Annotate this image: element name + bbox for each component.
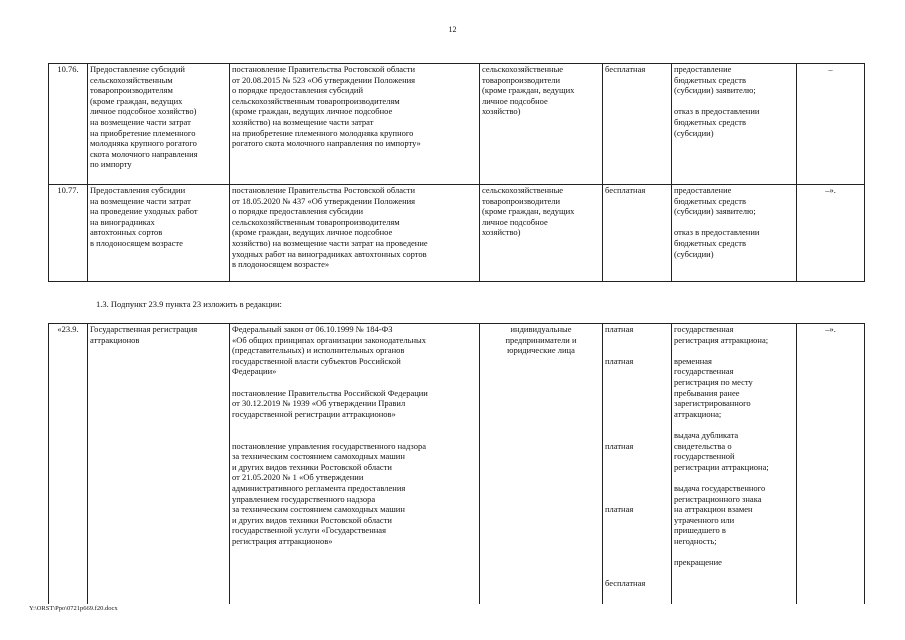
table-row — [49, 324, 865, 605]
service-name: Государственная регистрация аттракционов — [88, 324, 230, 605]
legal-act: постановление Правительства Ростовской области от 18.05.2020 № 437 «Об утверждении Положения о порядке предоставления субсидии сельскохозяйственным товаропроизводителям (кроме граждан, ведущих личное подсобное хозяйство) на возмещение части затрат на проведение уходных работ на виноградниках автохтонных сортов в плодоносящем возрасте» — [230, 185, 480, 282]
subsidy-table — [48, 63, 865, 282]
note: –». — [797, 324, 865, 605]
legal-act: Федеральный закон от 06.10.1999 № 184-ФЗ «Об общих принципах организации законодательных (представительных) и исполнительных органов государственной власти субъектов Российской Федерации» постановление Правительства Российской Федерации от 30.12.2019 № 1939 «Об утверждении Правил государственной регистрации аттракционов» постановление управления государственного надзора за техническим состоянием самоходных машин и других видов техники Ростовской области от 21.05.2020 № 1 «Об утверждении административного регламента предоставления управлением государственного надзора за техническим состоянием самоходных машин и других видов техники Ростовской области государственной услуги «Государственная регистрация аттракционов» — [230, 324, 480, 605]
recipients: индивидуальные предприниматели и юридические лица — [480, 324, 603, 605]
fee-type: платная платная платная платная бесплатная — [603, 324, 672, 605]
table-row — [49, 64, 865, 185]
row-number: «23.9. — [49, 324, 88, 605]
recipients: сельскохозяйственные товаропроизводители (кроме граждан, ведущих личное подсобное хозяйство) — [480, 64, 603, 185]
note: –». — [797, 185, 865, 282]
row-number: 10.77. — [49, 185, 88, 282]
row-number: 10.76. — [49, 64, 88, 185]
table-row — [49, 185, 865, 282]
page-number: 12 — [448, 25, 457, 34]
note: – — [797, 64, 865, 185]
file-path-footer: Y:\ORST\Ppo\0721p669.f20.docx — [29, 605, 118, 612]
recipients: сельскохозяйственные товаропроизводители (кроме граждан, ведущих личное подсобное хозяйство) — [480, 185, 603, 282]
fee-type: бесплатная — [603, 185, 672, 282]
result: предоставление бюджетных средств (субсидии) заявителю; отказ в предоставлении бюджетных средств (субсидии) — [672, 64, 797, 185]
service-name: Предоставление субсидий сельскохозяйственным товаропроизводителям (кроме граждан, ведущих личное подсобное хозяйство) на возмещение части затрат на приобретение племенного молодняка крупного рогатого скота молочного направления по импорту — [88, 64, 230, 185]
amendment-paragraph: 1.3. Подпункт 23.9 пункта 23 изложить в редакции: — [96, 299, 282, 309]
service-name: Предоставления субсидии на возмещение части затрат на проведение уходных работ на виноградниках автохтонных сортов в плодоносящем возрасте — [88, 185, 230, 282]
legal-act: постановление Правительства Ростовской области от 20.08.2015 № 523 «Об утверждении Положения о порядке предоставления субсидий сельскохозяйственным товаропроизводителям (кроме граждан, ведущих личное подсобное хозяйство) на возмещение части затрат на приобретение племенного молодняка крупного рогатого скота молочного направления по импорту» — [230, 64, 480, 185]
result: государственная регистрация аттракциона; временная государственная регистрация по месту пребывания ранее зарегистрированного аттракциона; выдача дубликата свидетельства о государственной регистрации аттракциона; выдача государственного регистрационного знака на аттракцион взамен утраченного или пришедшего в негодность; прекращение — [672, 324, 797, 605]
result: предоставление бюджетных средств (субсидии) заявителю; отказ в предоставлении бюджетных средств (субсидии) — [672, 185, 797, 282]
fee-type: бесплатная — [603, 64, 672, 185]
attraction-table — [48, 323, 865, 604]
